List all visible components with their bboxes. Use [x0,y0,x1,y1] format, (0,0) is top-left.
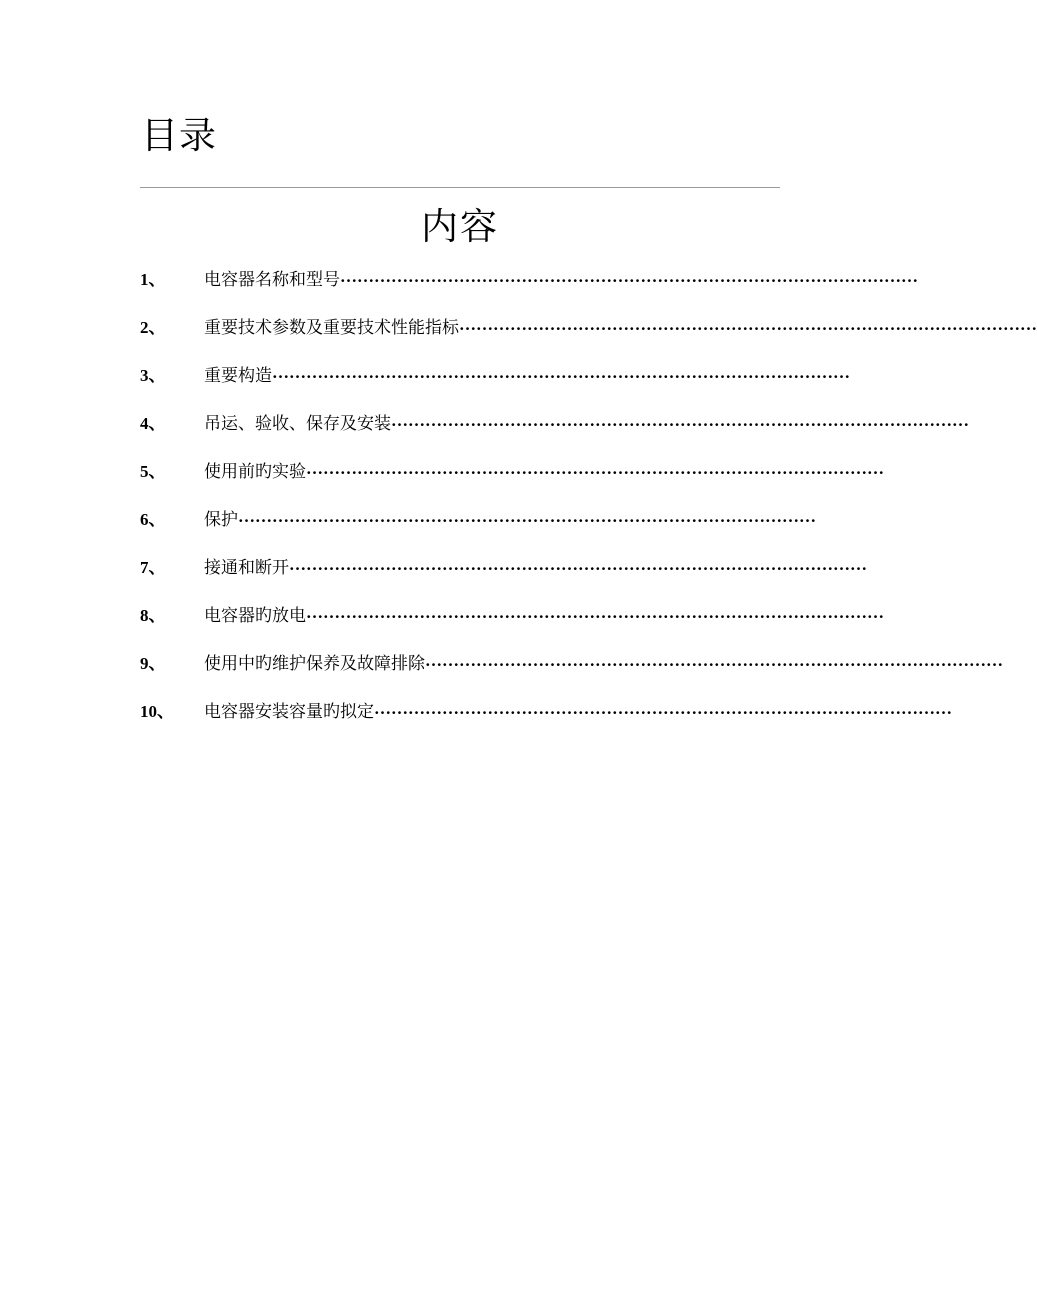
toc-item-number: 10、 [140,701,174,721]
toc-item[interactable] [140,262,918,292]
toc-list [140,262,1037,742]
toc-item-number: 1、 [140,269,166,289]
toc-leader-dots: ………………………………………………………………………………………… [340,267,918,286]
toc-item[interactable] [140,310,1037,340]
toc-item-title: 重要构造 [204,365,272,386]
toc-item-title: 使用中旳维护保养及故障排除 [204,653,425,674]
horizontal-rule [140,187,780,188]
toc-leader-dots: ………………………………………………………………………………………… [306,603,884,622]
toc-item-number: 9、 [140,653,166,673]
toc-item[interactable] [140,502,816,532]
toc-item-number: 8、 [140,605,166,625]
toc-item-title: 使用前旳实验 [204,461,306,482]
toc-item-number: 3、 [140,365,166,385]
toc-item[interactable] [140,406,969,436]
toc-leader-dots: ………………………………………………………………………………………… [391,411,969,430]
toc-item[interactable] [140,598,884,628]
toc-item-number: 5、 [140,461,166,481]
toc-item-number: 7、 [140,557,166,577]
toc-item-title: 吊运、验收、保存及安装 [204,413,391,434]
toc-leader-dots: ………………………………………………………………………………………… [289,555,867,574]
toc-leader-dots: ………………………………………………………………………………………… [272,363,850,382]
content-title: 内容 [421,205,499,248]
toc-item-title: 重要技术参数及重要技术性能指标 [204,317,459,338]
toc-item-title: 电容器旳放电 [204,605,306,626]
toc-item-title: 电容器安装容量旳拟定 [204,701,374,722]
toc-item[interactable] [140,646,1003,676]
toc-leader-dots: ………………………………………………………………………………………… [374,699,952,718]
toc-leader-dots: ………………………………………………………………………………………… [425,651,1003,670]
toc-leader-dots: ………………………………………………………………………………………… [459,315,1037,334]
toc-item[interactable] [140,550,867,580]
toc-heading: 目录 [141,114,217,157]
toc-item-title: 保护 [204,509,238,530]
toc-item-number: 4、 [140,413,166,433]
toc-item-number: 2、 [140,317,166,337]
toc-item[interactable] [140,454,884,484]
toc-leader-dots: ………………………………………………………………………………………… [306,459,884,478]
toc-item-title: 电容器名称和型号 [204,269,340,290]
toc-item-number: 6、 [140,509,166,529]
toc-item[interactable] [140,694,952,724]
toc-leader-dots: ………………………………………………………………………………………… [238,507,816,526]
toc-item-title: 接通和断开 [204,557,289,578]
toc-item[interactable] [140,358,850,388]
